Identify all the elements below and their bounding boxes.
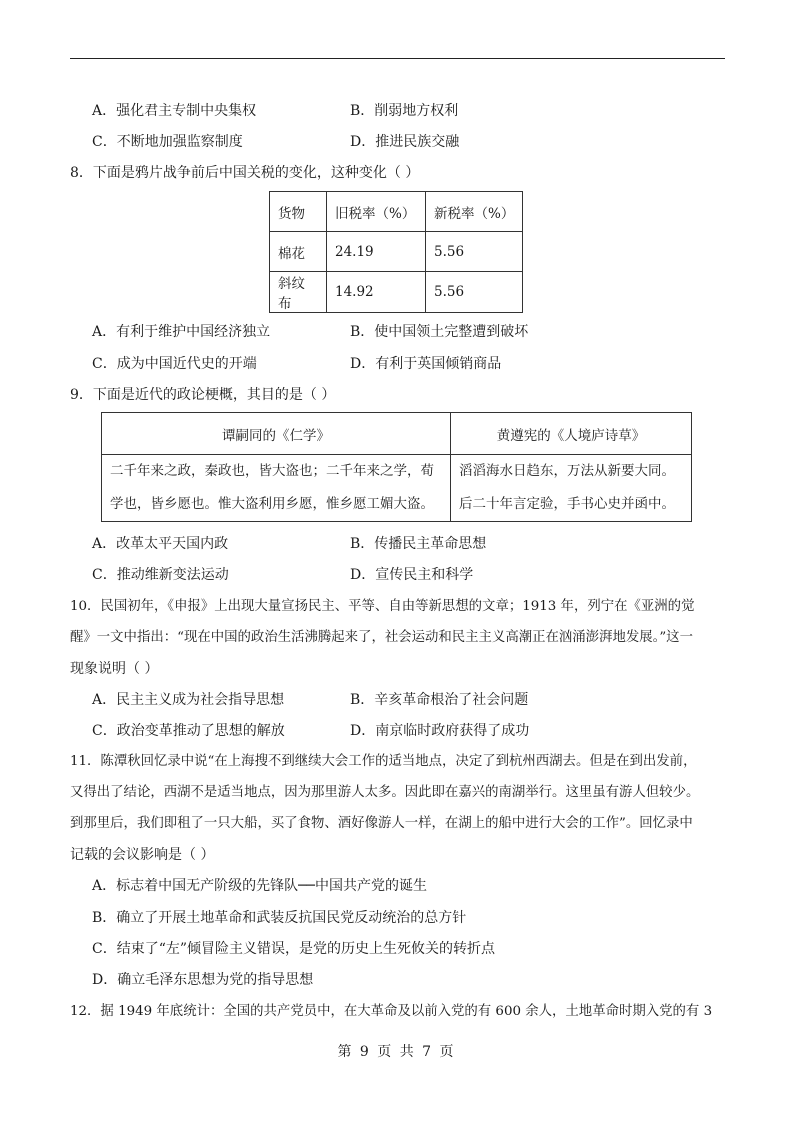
q10-option-a[interactable]: A．民主主义成为社会指导思想 — [92, 692, 285, 708]
table-cell: 5.56 — [426, 232, 523, 272]
q7-option-b[interactable]: B．削弱地方权利 — [350, 103, 459, 119]
table-cell: 斜纹布 — [270, 272, 327, 313]
table-cell: 24.19 — [327, 232, 426, 272]
table-cell-right — [451, 455, 692, 522]
q9-option-d[interactable]: D．宣传民主和科学 — [350, 567, 474, 583]
table-row — [102, 455, 692, 522]
header-rule — [70, 58, 725, 59]
q7-option-d[interactable]: D．推进民族交融 — [350, 134, 460, 150]
cell-line: 学也，皆乡愿也。惟大盗利用乡愿，惟乡愿工媚大盗。 — [110, 496, 434, 512]
page-number: 第 9 页 共 7 页 — [337, 1044, 456, 1060]
q11-option-d[interactable]: D．确立毛泽东思想为党的指导思想 — [92, 972, 314, 988]
q8-option-d[interactable]: D．有利于英国倾销商品 — [350, 356, 502, 372]
q9-essay-table — [101, 412, 692, 522]
q11-option-b[interactable]: B．确立了开展土地革命和武装反抗国民党反动统治的总方针 — [92, 910, 467, 926]
table-row — [270, 232, 523, 272]
q11-option-c[interactable]: C．结束了“左”倾冒险主义错误，是党的历史上生死攸关的转折点 — [92, 941, 496, 957]
table-header-row — [270, 192, 523, 232]
table-cell: 5.56 — [426, 272, 523, 313]
q10-stem-line: 醒》一文中指出：“现在中国的政治生活沸腾起来了，社会运动和民主主义高潮正在汹涌澎湃地发展。”这一 — [70, 630, 693, 645]
q9-option-a[interactable]: A．改革太平天国内政 — [92, 536, 229, 552]
table-cell: 棉花 — [270, 232, 327, 272]
cell-line: 二千年来之政，秦政也，皆大盗也；二千年来之学，荀 — [110, 463, 434, 479]
cell-line: 后二十年言定验，手书心史并函中。 — [459, 496, 675, 512]
q7-option-c[interactable]: C．不断地加强监察制度 — [92, 134, 243, 150]
table-row — [270, 272, 523, 313]
table-cell-left — [102, 455, 451, 522]
table-header-cell: 新税率（%） — [426, 192, 523, 232]
q7-option-a[interactable]: A．强化君主专制中央集权 — [92, 103, 257, 119]
table-header-cell: 谭嗣同的《仁学》 — [102, 413, 451, 455]
q12-stem-line: 12．据 1949 年底统计：全国的共产党员中，在大革命及以前入党的有 600 余人，土地革命时期入党的有 3 — [70, 1004, 713, 1019]
q11-option-a[interactable]: A．标志着中国无产阶级的先锋队──中国共产党的诞生 — [92, 878, 427, 894]
q11-stem-line: 11．陈潭秋回忆录中说“在上海搜不到继续大会工作的适当地点，决定了到杭州西湖去。但是在到出发前， — [70, 754, 697, 769]
q11-stem-line: 记载的会议影响是（ ） — [70, 847, 215, 863]
table-cell: 14.92 — [327, 272, 426, 313]
q8-tariff-table — [269, 191, 523, 313]
q8-option-c[interactable]: C．成为中国近代史的开端 — [92, 356, 257, 372]
q10-option-b[interactable]: B．辛亥革命根治了社会问题 — [350, 692, 529, 708]
q10-stem-line: 10．民国初年，《申报》上出现大量宣扬民主、平等、自由等新思想的文章；1913 年，列宁在《亚洲的觉 — [70, 599, 695, 614]
table-header-cell: 黄遵宪的《人境庐诗草》 — [451, 413, 692, 455]
cell-line: 滔滔海水日趋东，万法从新要大同。 — [459, 463, 675, 479]
q8-stem: 8．下面是鸦片战争前后中国关税的变化，这种变化（ ） — [70, 165, 420, 181]
table-header-cell: 货物 — [270, 192, 327, 232]
q11-stem-line: 到那里后，我们即租了一只大船，买了食物、酒好像游人一样，在湖上的船中进行大会的工作”。回忆录中 — [70, 816, 693, 831]
table-header-row — [102, 413, 692, 455]
q9-stem: 9．下面是近代的政论梗概，其目的是（ ） — [70, 387, 336, 403]
q9-option-c[interactable]: C．推动维新变法运动 — [92, 567, 229, 583]
q9-option-b[interactable]: B．传播民主革命思想 — [350, 536, 487, 552]
q10-option-d[interactable]: D．南京临时政府获得了成功 — [350, 723, 530, 739]
q11-stem-line: 又得出了结论，西湖不是适当地点，因为那里游人太多。因此即在嘉兴的南湖举行。这里虽有游人但较少。 — [70, 785, 700, 800]
q10-option-c[interactable]: C．政治变革推动了思想的解放 — [92, 723, 285, 739]
q8-option-a[interactable]: A．有利于维护中国经济独立 — [92, 324, 271, 340]
q8-option-b[interactable]: B．使中国领土完整遭到破坏 — [350, 324, 529, 340]
q10-stem-line: 现象说明（ ） — [70, 661, 159, 677]
table-header-cell: 旧税率（%） — [327, 192, 426, 232]
